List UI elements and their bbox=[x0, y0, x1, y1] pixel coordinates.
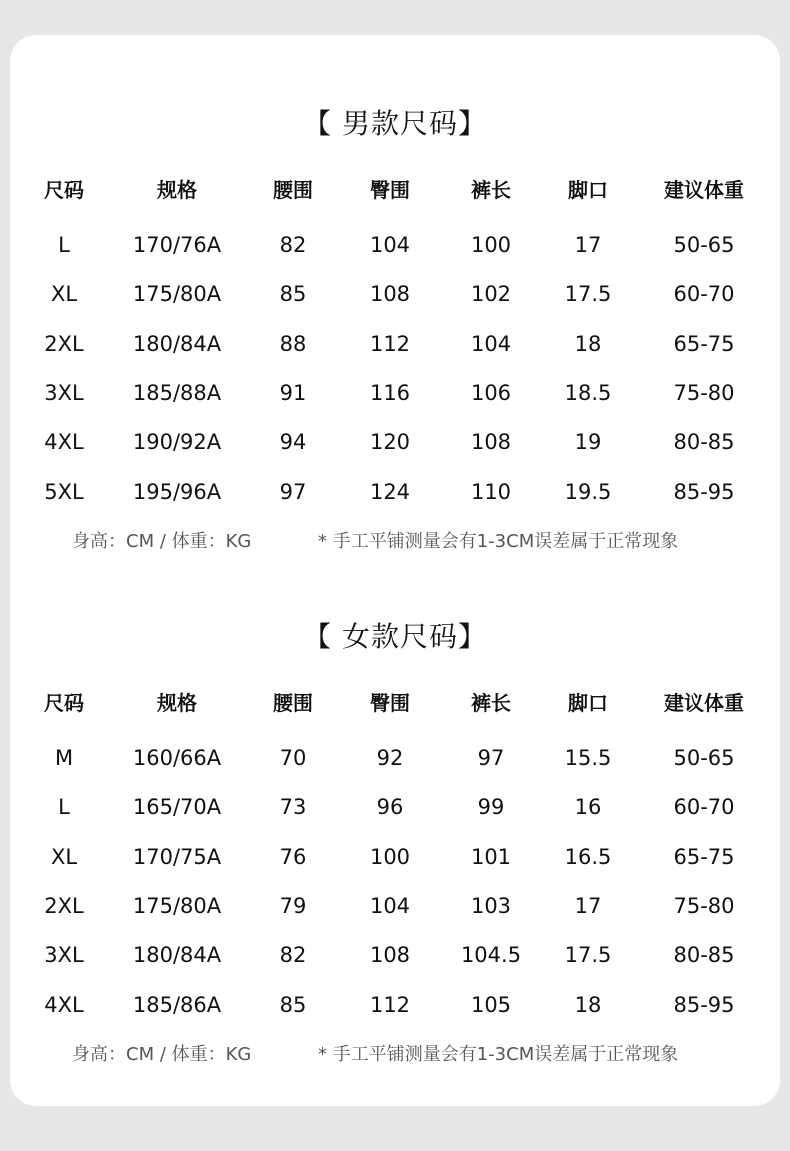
size-cell: XL bbox=[50, 845, 78, 869]
weight-cell: 85-95 bbox=[673, 993, 735, 1017]
measurement-error-note: * 手工平铺测量会有1-3CM误差属于正常现象 bbox=[318, 531, 679, 552]
header-hip: 臀围 bbox=[370, 691, 410, 715]
waist-cell: 94 bbox=[279, 430, 307, 454]
spec-cell: 170/76A bbox=[132, 233, 222, 257]
size-cell: 2XL bbox=[44, 332, 84, 356]
weight-cell: 75-80 bbox=[673, 381, 735, 405]
size-cell: 3XL bbox=[44, 381, 84, 405]
hem-cell: 19.5 bbox=[564, 480, 612, 504]
weight-cell: 65-75 bbox=[673, 845, 735, 869]
hip-cell: 116 bbox=[369, 381, 411, 405]
length-cell: 108 bbox=[470, 430, 512, 454]
hip-cell: 112 bbox=[369, 993, 411, 1017]
hem-cell: 17 bbox=[574, 894, 602, 918]
table-row bbox=[0, 985, 790, 1025]
weight-cell: 60-70 bbox=[673, 282, 735, 306]
size-cell: 4XL bbox=[44, 430, 84, 454]
hip-cell: 124 bbox=[369, 480, 411, 504]
weight-cell: 80-85 bbox=[673, 943, 735, 967]
weight-cell: 50-65 bbox=[673, 746, 735, 770]
unit-note: 身高：CM / 体重：KG bbox=[72, 531, 252, 552]
waist-cell: 76 bbox=[279, 845, 307, 869]
length-cell: 105 bbox=[470, 993, 512, 1017]
hem-cell: 15.5 bbox=[564, 746, 612, 770]
spec-cell: 180/84A bbox=[132, 332, 222, 356]
length-cell: 106 bbox=[470, 381, 512, 405]
header-spec: 规格 bbox=[157, 178, 197, 202]
spec-cell: 160/66A bbox=[132, 746, 222, 770]
header-hem: 脚口 bbox=[568, 691, 608, 715]
length-cell: 97 bbox=[477, 746, 505, 770]
table-row bbox=[0, 837, 790, 877]
spec-cell: 185/86A bbox=[132, 993, 222, 1017]
hip-cell: 104 bbox=[369, 894, 411, 918]
header-spec: 规格 bbox=[157, 691, 197, 715]
header-length: 裤长 bbox=[471, 178, 511, 202]
header-size: 尺码 bbox=[44, 691, 84, 715]
table-row bbox=[0, 787, 790, 827]
hem-cell: 17.5 bbox=[564, 282, 612, 306]
waist-cell: 85 bbox=[279, 282, 307, 306]
table-row bbox=[0, 225, 790, 265]
header-waist: 腰围 bbox=[273, 691, 313, 715]
table-row bbox=[0, 274, 790, 314]
waist-cell: 88 bbox=[279, 332, 307, 356]
size-cell: L bbox=[58, 795, 70, 819]
header-weight: 建议体重 bbox=[664, 178, 744, 202]
length-cell: 103 bbox=[470, 894, 512, 918]
hip-cell: 100 bbox=[369, 845, 411, 869]
hip-cell: 92 bbox=[376, 746, 404, 770]
size-cell: 3XL bbox=[44, 943, 84, 967]
table-row bbox=[0, 935, 790, 975]
header-length: 裤长 bbox=[471, 691, 511, 715]
length-cell: 104 bbox=[470, 332, 512, 356]
weight-cell: 60-70 bbox=[673, 795, 735, 819]
header-hip: 臀围 bbox=[370, 178, 410, 202]
spec-cell: 190/92A bbox=[132, 430, 222, 454]
waist-cell: 82 bbox=[279, 943, 307, 967]
hip-cell: 104 bbox=[369, 233, 411, 257]
hip-cell: 96 bbox=[376, 795, 404, 819]
table-row bbox=[0, 472, 790, 512]
size-cell: XL bbox=[50, 282, 78, 306]
spec-cell: 170/75A bbox=[132, 845, 222, 869]
length-cell: 110 bbox=[470, 480, 512, 504]
waist-cell: 70 bbox=[279, 746, 307, 770]
hem-cell: 16.5 bbox=[564, 845, 612, 869]
table-row bbox=[0, 324, 790, 364]
hem-cell: 17 bbox=[574, 233, 602, 257]
waist-cell: 91 bbox=[279, 381, 307, 405]
waist-cell: 85 bbox=[279, 993, 307, 1017]
women-table-header bbox=[0, 683, 790, 723]
size-cell: L bbox=[58, 233, 70, 257]
spec-cell: 195/96A bbox=[132, 480, 222, 504]
hem-cell: 18.5 bbox=[564, 381, 612, 405]
header-waist: 腰围 bbox=[273, 178, 313, 202]
hip-cell: 120 bbox=[369, 430, 411, 454]
spec-cell: 180/84A bbox=[132, 943, 222, 967]
waist-cell: 73 bbox=[279, 795, 307, 819]
weight-cell: 65-75 bbox=[673, 332, 735, 356]
women-size-title: 【 女款尺码】 bbox=[303, 620, 487, 653]
waist-cell: 82 bbox=[279, 233, 307, 257]
measurement-error-note: * 手工平铺测量会有1-3CM误差属于正常现象 bbox=[318, 1044, 679, 1065]
hem-cell: 19 bbox=[574, 430, 602, 454]
waist-cell: 79 bbox=[279, 894, 307, 918]
hip-cell: 108 bbox=[369, 943, 411, 967]
weight-cell: 85-95 bbox=[673, 480, 735, 504]
length-cell: 100 bbox=[470, 233, 512, 257]
weight-cell: 75-80 bbox=[673, 894, 735, 918]
spec-cell: 185/88A bbox=[132, 381, 222, 405]
size-cell: 2XL bbox=[44, 894, 84, 918]
size-cell: 5XL bbox=[44, 480, 84, 504]
men-size-title: 【 男款尺码】 bbox=[303, 107, 487, 140]
spec-cell: 175/80A bbox=[132, 894, 222, 918]
hem-cell: 17.5 bbox=[564, 943, 612, 967]
waist-cell: 97 bbox=[279, 480, 307, 504]
weight-cell: 50-65 bbox=[673, 233, 735, 257]
length-cell: 101 bbox=[470, 845, 512, 869]
size-cell: 4XL bbox=[44, 993, 84, 1017]
table-row bbox=[0, 738, 790, 778]
length-cell: 104.5 bbox=[460, 943, 522, 967]
hip-cell: 112 bbox=[369, 332, 411, 356]
hem-cell: 18 bbox=[574, 993, 602, 1017]
header-weight: 建议体重 bbox=[664, 691, 744, 715]
table-row bbox=[0, 886, 790, 926]
header-size: 尺码 bbox=[44, 178, 84, 202]
header-hem: 脚口 bbox=[568, 178, 608, 202]
hem-cell: 18 bbox=[574, 332, 602, 356]
spec-cell: 165/70A bbox=[132, 795, 222, 819]
table-row bbox=[0, 373, 790, 413]
table-row bbox=[0, 422, 790, 462]
length-cell: 99 bbox=[477, 795, 505, 819]
weight-cell: 80-85 bbox=[673, 430, 735, 454]
spec-cell: 175/80A bbox=[132, 282, 222, 306]
unit-note: 身高：CM / 体重：KG bbox=[72, 1044, 252, 1065]
length-cell: 102 bbox=[470, 282, 512, 306]
size-cell: M bbox=[54, 746, 74, 770]
men-table-header bbox=[0, 170, 790, 210]
hip-cell: 108 bbox=[369, 282, 411, 306]
hem-cell: 16 bbox=[574, 795, 602, 819]
